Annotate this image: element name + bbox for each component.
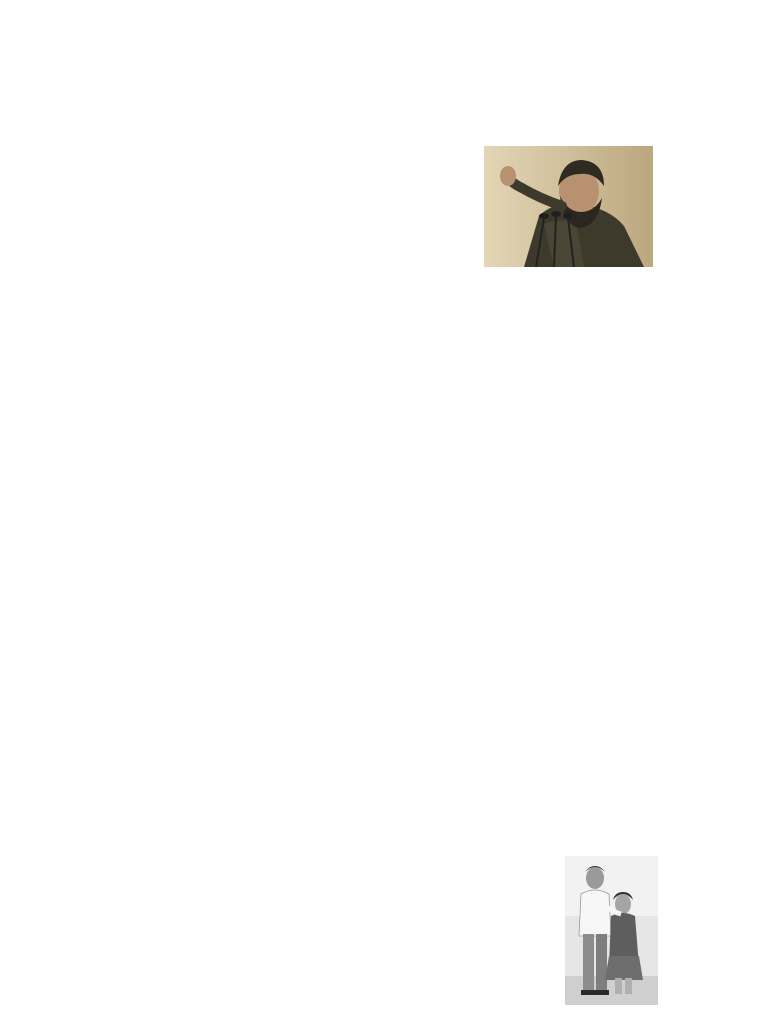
couple-photo-illustration — [565, 856, 658, 1005]
speech-photo-illustration — [484, 146, 653, 267]
couple-photo — [565, 856, 658, 1005]
speech-photo — [484, 146, 653, 267]
